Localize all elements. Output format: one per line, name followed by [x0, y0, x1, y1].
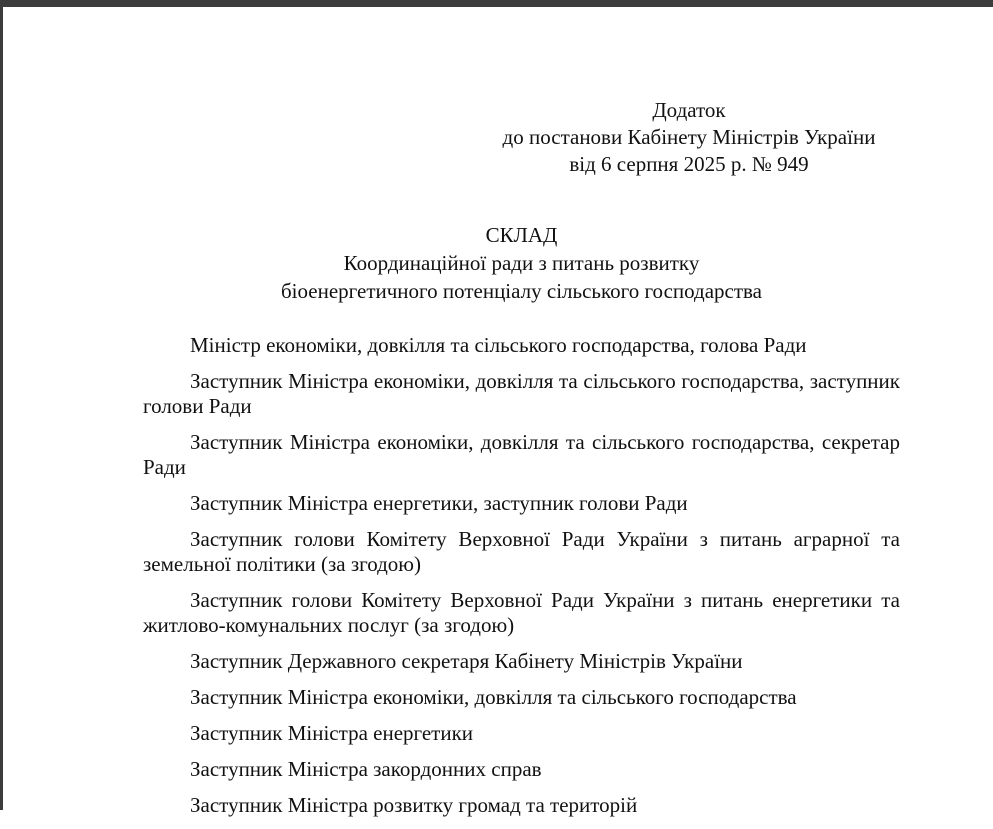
addendum-resolution: до постанови Кабінету Міністрів України: [502, 125, 876, 149]
member-item: Заступник голови Комітету Верховної Ради України з питань енергетики та житлово-комунальних послуг (за згодою): [143, 588, 900, 637]
member-item: Заступник Міністра закордонних справ: [190, 757, 542, 781]
member-item: Заступник Міністра енергетики, заступник голови Ради: [190, 491, 688, 515]
member-item: Заступник Державного секретаря Кабінету Міністрів України: [190, 649, 743, 673]
member-item: Заступник голови Комітету Верховної Ради України з питань аграрної та земельної політики (за згодою): [143, 527, 900, 576]
member-item: Міністр економіки, довкілля та сільського господарства, голова Ради: [190, 333, 807, 357]
addendum-date-number: від 6 серпня 2025 р. № 949: [569, 152, 809, 176]
addendum-label: Додаток: [652, 98, 726, 122]
member-item: Заступник Міністра енергетики: [190, 721, 474, 745]
document-subtitle-line-2: біоенергетичного потенціалу сільського господарства: [281, 279, 762, 303]
member-item: Заступник Міністра розвитку громад та територій: [190, 793, 638, 817]
document-heading: [143, 221, 900, 305]
member-item: Заступник Міністра економіки, довкілля та сільського господарства, заступник голови Ради: [143, 369, 900, 418]
addendum-block: [479, 97, 899, 178]
document-subtitle-line-1: Координаційної ради з питань розвитку: [343, 251, 700, 275]
member-item: Заступник Міністра економіки, довкілля та сільського господарства, секретар Ради: [143, 430, 900, 479]
member-item: Заступник Міністра економіки, довкілля та сільського господарства: [190, 685, 797, 709]
document-title: СКЛАД: [485, 223, 558, 247]
council-members-list: [143, 333, 900, 829]
viewer-top-edge: [0, 0, 993, 7]
